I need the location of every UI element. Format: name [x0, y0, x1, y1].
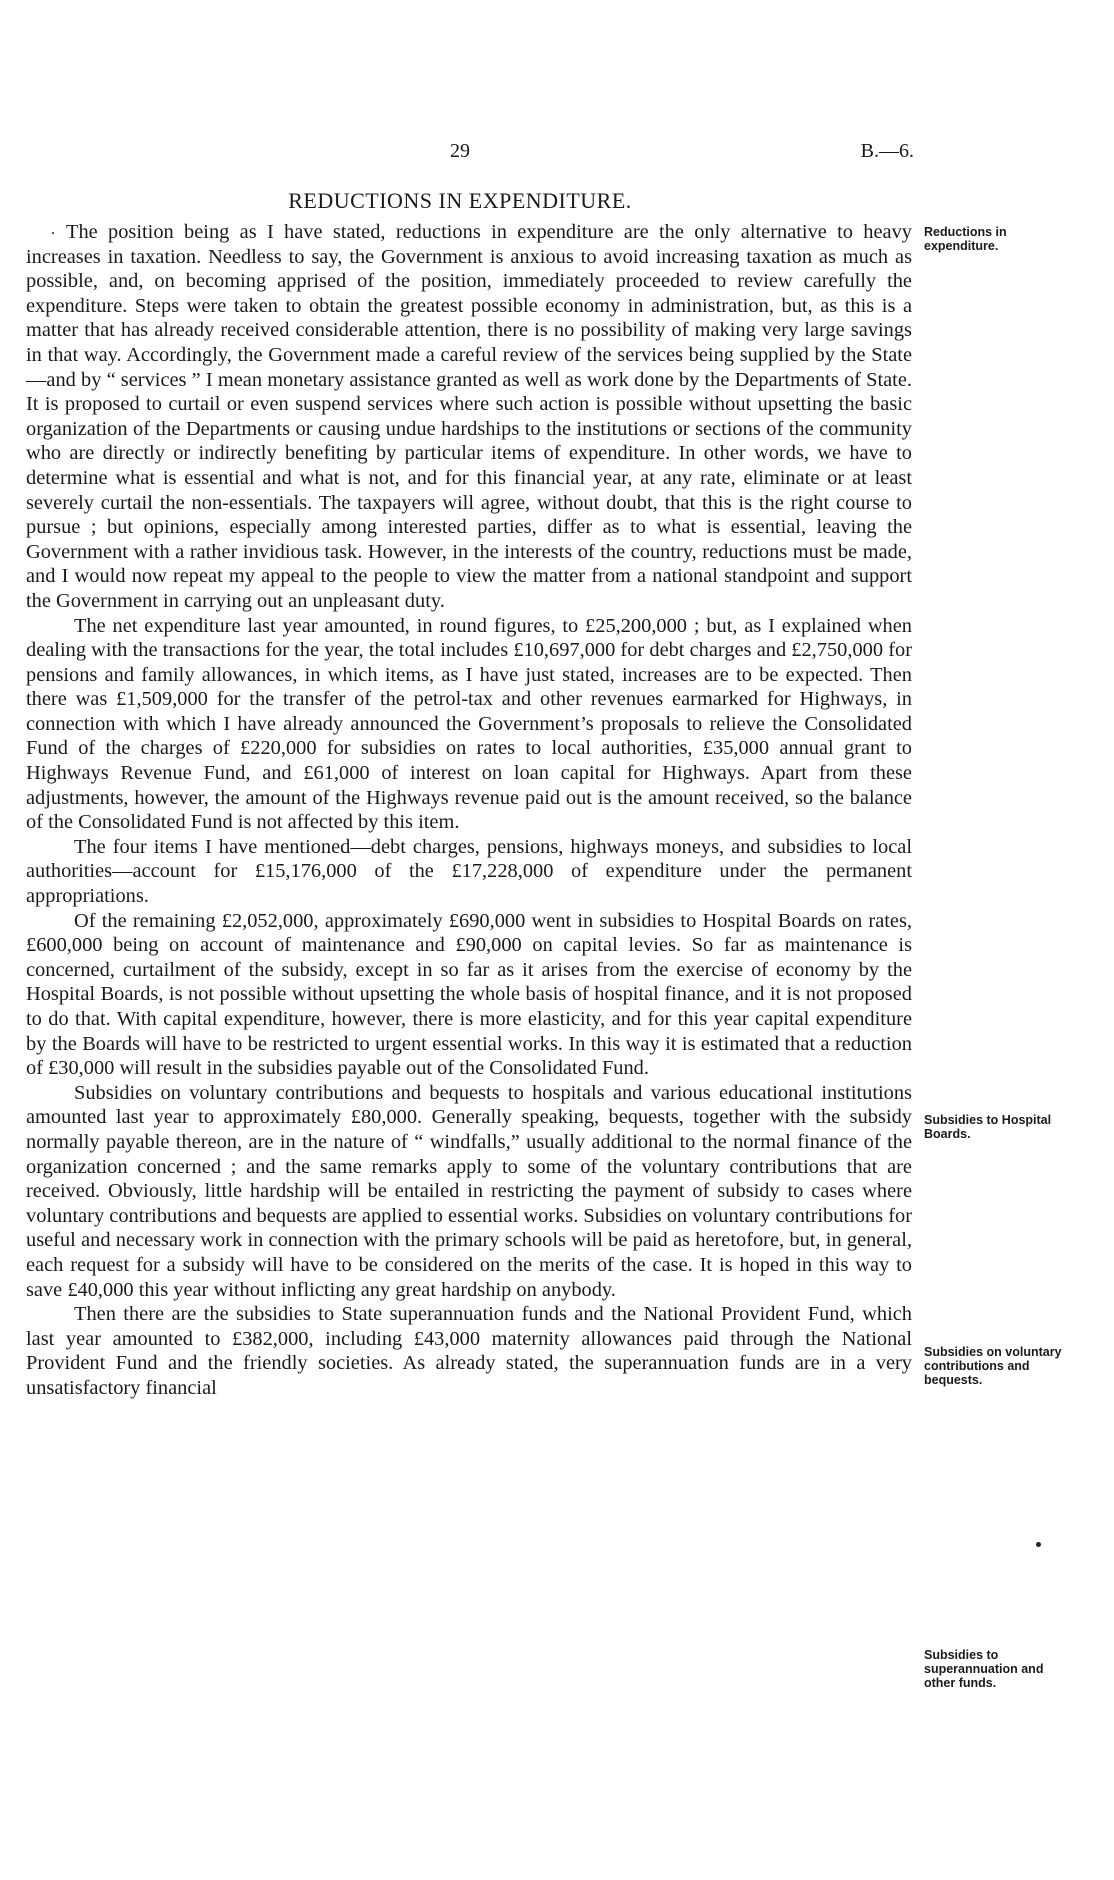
paragraph-hospital-boards: Of the remaining £2,052,000, approximately £690,000 went in subsidies to Hospital Boards on rates, £600,000 being on account of maintenance and £90,000 on capital levies. So far as maintenance is concerned, curtailment of the subsidy, except in so far as it arises from the exercise of economy by the Hospital Boards, is not possible without upsetting the whole basis of hospital finance, and it is not proposed to do that. With capital expenditure, however, there is more elasticity, and for this year capital expenditure by the Boards will have to be restricted to urgent essential works. In this way it is estimated that a reduction of £30,000 will result in the subsidies payable out of the Consolidated Fund. [26, 909, 912, 1080]
paragraph-net-expenditure: The net expenditure last year amounted, in round figures, to £25,200,000 ; but, as I explained when dealing with the transactions for the year, the total includes £10,697,000 for debt charges and £2,750,000 for pensions and family allowances, in which items, as I have just stated, increases are to be expected. Then there was £1,509,000 for the transfer of the petrol-tax and other revenues earmarked for Highways, in connection with which I have already announced the Government’s proposals to relieve the Consolidated Fund of the charges of £220,000 for subsidies on rates to local authorities, £35,000 annual grant to Highways Revenue Fund, and £61,000 of interest on loan capital for Highways. Apart from these adjustments, however, the amount of the Highways revenue paid out is the amount received, so the balance of the Consolidated Fund is not affected by this item. [26, 614, 912, 834]
paragraph-superannuation: Then there are the subsidies to State superannuation funds and the National Provident Fund, which last year amounted to £382,000, including £43,000 maternity allowances paid through the National Provident Fund and the friendly societies. As already stated, the superannuation funds are in a very unsatisfactory financial [26, 1303, 912, 1399]
margin-note-reductions: Reductions in expenditure. [924, 225, 1007, 253]
section-heading: REDUCTIONS IN EXPENDITURE. [288, 188, 632, 213]
print-speck [52, 232, 54, 234]
page-number: 29 [450, 140, 470, 162]
paragraph-voluntary-contributions: Subsidies on voluntary contributions and bequests to hospitals and various educational institutions amounted last year to approximately £80,000. Generally speaking, bequests, together with the subsidy normally payable thereon, are in the nature of “ windfalls,” usually additional to the normal finance of the organization concerned ; and the same remarks apply to some of the voluntary contributions that are received. Obviously, little hardship will be entailed in restricting the payment of subsidy to cases where voluntary contributions and bequests are applied to essential works. Subsidies on voluntary contributions for useful and necessary work in connection with the primary schools will be paid as heretofore, but, in general, each request for a subsidy will have to be considered on the merits of the case. It is hoped in this way to save £40,000 this year without inflicting any great hardship on anybody. [26, 1081, 912, 1301]
margin-note-voluntary-contributions: Subsidies on voluntary contributions and bequests. [924, 1345, 1062, 1387]
margin-note-hospital-boards: Subsidies to Hospital Boards. [924, 1113, 1052, 1141]
margin-note-superannuation: Subsidies to superannuation and other funds. [924, 1648, 1044, 1690]
body-text [26, 220, 912, 1401]
paragraph-reductions: The position being as I have stated, reductions in expenditure are the only alternative to heavy increases in taxation. Needless to say, the Government is anxious to avoid increasing taxation as much as possible, and, on becoming apprised of the position, immediately proceeded to review carefully the expenditure. Steps were taken to obtain the greatest possible economy in administration, but, as this is a matter that has already received considerable attention, there is no possibility of making very large savings in that way. Accordingly, the Government made a careful review of the services being supplied by the State—and by “ services ” I mean monetary assistance granted as well as work done by the Departments of State. It is proposed to curtail or even suspend services where such action is possible without upsetting the basic organization of the Departments or causing undue hardships to the institutions or sections of the community who are directly or indirectly benefiting by particular items of expenditure. In other words, we have to determine what is essential and what is not, and for this financial year, at any rate, eliminate or at least severely curtail the non-essentials. The taxpayers will agree, without doubt, that this is the right course to pursue ; but opinions, especially among interested parties, differ as to what is essential, leaving the Government with a rather invidious task. However, in the interests of the country, reductions must be made, and I would now repeat my appeal to the people to view the matter from a national standpoint and support the Government in carrying out an unpleasant duty. [26, 221, 912, 612]
print-speck [1036, 1542, 1041, 1547]
paragraph-four-items: The four items I have mentioned—debt charges, pensions, highways moneys, and subsidies to local authorities—account for £15,176,000 of the £17,228,000 of expenditure under the permanent appropriations. [26, 835, 912, 908]
document-reference: B.—6. [860, 140, 914, 162]
